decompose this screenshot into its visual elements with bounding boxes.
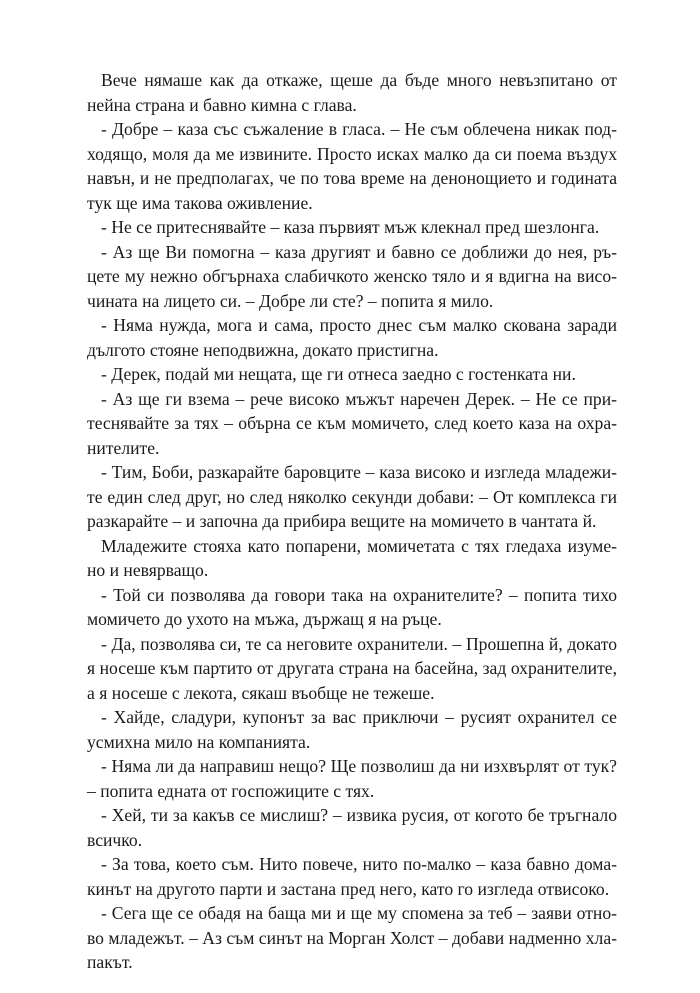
text-line: а я носеше с лекота, сякаш въобще не тежеше.	[87, 682, 435, 703]
text-line: - Няма нужда, мога и сама, просто днес съм малко скована заради	[101, 315, 617, 335]
text-line: всичко.	[87, 829, 143, 850]
text-line: - Той си позволява да говори така на охранителите? – попита тихо	[101, 584, 617, 605]
text-line: я носеше към партито от другата страна на басейна, зад охранителите,	[87, 658, 617, 678]
text-line: - Да, позволява си, те са неговите охранители. – Прошепна й, докато	[101, 633, 617, 654]
text-line: - Дерек, подай ми нещата, ще ги отнеса заедно с гостенката ни.	[101, 364, 576, 384]
text-line: Младежите стояха като попарени, момичетата с тях гледаха изумe-	[101, 535, 617, 556]
text-line: усмихна мило на компанията.	[87, 731, 311, 752]
text-line: кинът на другото парти и застана пред него, като го изгледа отвисоко.	[87, 878, 610, 899]
text-line: во младежът. – Аз съм синът на Морган Холст – добави надменно хла-	[87, 927, 617, 948]
text-line: - Тим, Боби, разкарайте баровците – каза високо и изгледа младежи-	[101, 462, 617, 482]
text-line: теснявайте за тях – обърна се към момичето, след което каза на охра-	[87, 413, 617, 433]
text-line: те един след друг, но след няколко секунди добави: – От комплекса ги	[87, 486, 617, 507]
text-line: - За това, което съм. Нито повече, нито по-малко – каза бавно дома-	[101, 854, 617, 874]
text-line: - Сега ще се обадя на баща ми и ще му спомена за теб – заяви отно-	[101, 903, 617, 923]
text-line: тук ще има такова оживление.	[87, 192, 313, 213]
text-line: нейна страна и бавно кимна с глава.	[87, 94, 357, 115]
text-line: - Не се притеснявайте – каза първият мъж клекнал пред шезлонга.	[101, 217, 600, 237]
text-line: момичето до ухото на мъжа, държащ я на ръце.	[87, 609, 442, 629]
book-page-text	[87, 68, 617, 975]
text-line: разкарайте – и започна да прибира вещите на момичето в чантата й.	[87, 511, 597, 531]
text-line: Вече нямаше как да откаже, щеше да бъде много невъзпитано от	[101, 70, 617, 90]
text-line: - Добре – каза със съжаление в гласа. – Не съм облечена никак под-	[101, 119, 617, 139]
text-line: – попита едната от госпожиците с тях.	[87, 780, 375, 801]
text-line: дългото стояне неподвижна, докато пристигна.	[87, 339, 439, 360]
text-line: навън, и не предполагах, че по това време на денонощието и годината	[87, 168, 617, 188]
text-line: пакът.	[87, 952, 133, 972]
text-line: - Аз ще Ви помогна – каза другият и бавно се доближи до нея, ръ-	[101, 241, 617, 262]
text-line: чината на лицето си. – Добре ли сте? – попита я мило.	[87, 290, 494, 311]
text-line: нителите.	[87, 437, 160, 458]
text-line: - Хей, ти за какъв се мислиш? – извика русия, от когото бе тръгнало	[101, 805, 617, 825]
text-line: но и невярващо.	[87, 560, 209, 580]
text-line: - Аз ще ги взема – рече високо мъжът наречен Дерек. – Не се при-	[101, 388, 617, 409]
text-line: цете му нежно обгърнаха слабичкото женско тяло и я вдигна на висо-	[87, 266, 617, 286]
text-line: - Хайде, сладури, купонът за вас приключи – русият охранител се	[101, 707, 617, 727]
text-line: ходящо, моля да ме извините. Просто исках малко да си поема въздух	[87, 143, 617, 164]
text-line: - Няма ли да направиш нещо? Ще позволиш да ни изхвърлят от тук?	[101, 756, 617, 776]
